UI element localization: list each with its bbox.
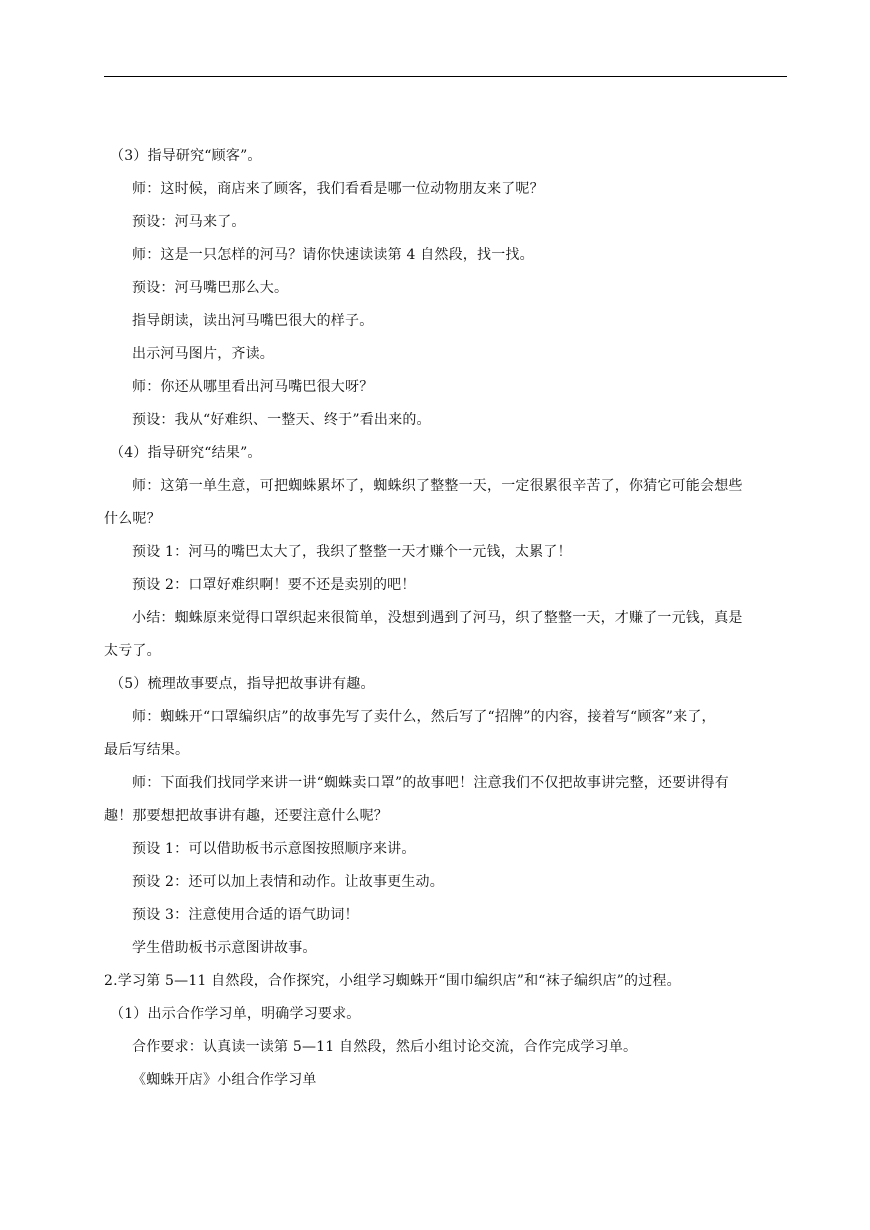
header-rule xyxy=(104,76,787,77)
paragraph: 师：下面我们找同学来讲一讲“蜘蛛卖口罩”的故事吧！注意我们不仅把故事讲完整，还要讲得有 xyxy=(132,775,729,791)
paragraph-continuation: 最后写结果。 xyxy=(104,742,190,758)
document-body xyxy=(104,140,794,1097)
paragraph: 预设 2：口罩好难织啊！要不还是卖别的吧！ xyxy=(132,577,416,593)
paragraph: 预设 1：河马的嘴巴太大了，我织了整整一天才赚个一元钱，太累了！ xyxy=(132,544,572,560)
paragraph: 预设：河马嘴巴那么大。 xyxy=(132,280,289,296)
paragraph: 小结：蜘蛛原来觉得口罩织起来很简单，没想到遇到了河马，织了整整一天，才赚了一元钱，真是 xyxy=(132,610,743,626)
paragraph: 指导朗读，读出河马嘴巴很大的样子。 xyxy=(132,313,374,329)
section-heading-4: （4）指导研究“结果”。 xyxy=(110,445,262,461)
paragraph: 预设：河马来了。 xyxy=(132,214,246,230)
table-caption: 《蜘蛛开店》小组合作学习单 xyxy=(132,1072,317,1088)
paragraph: 师：这时候，商店来了顾客，我们看看是哪一位动物朋友来了呢？ xyxy=(132,181,544,197)
subsection-heading-1: （1）出示合作学习单，明确学习要求。 xyxy=(110,1006,361,1022)
paragraph: 预设：我从“好难织、一整天、终于”看出来的。 xyxy=(132,412,431,428)
paragraph: 合作要求：认真读一读第 5—11 自然段，然后小组讨论交流，合作完成学习单。 xyxy=(132,1039,638,1055)
paragraph: 预设 3：注意使用合适的语气助词！ xyxy=(132,907,359,923)
paragraph-continuation: 太亏了。 xyxy=(104,643,161,659)
paragraph: 出示河马图片，齐读。 xyxy=(132,346,274,362)
section-heading-5: （5）梳理故事要点，指导把故事讲有趣。 xyxy=(110,676,375,692)
paragraph: 师：这是一只怎样的河马？请你快速读读第 4 自然段，找一找。 xyxy=(132,247,534,263)
paragraph: 预设 1：可以借助板书示意图按照顺序来讲。 xyxy=(132,841,416,857)
paragraph-continuation: 趣！那要想把故事讲有趣，还要注意什么呢？ xyxy=(104,808,388,824)
section-heading-3: （3）指导研究“顾客”。 xyxy=(110,148,262,164)
paragraph: 学生借助板书示意图讲故事。 xyxy=(132,940,317,956)
section-heading-2: 2.学习第 5—11 自然段，合作探究，小组学习蜘蛛开“围巾编织店”和“袜子编织店”的过程。 xyxy=(104,973,681,989)
paragraph: 预设 2：还可以加上表情和动作。让故事更生动。 xyxy=(132,874,444,890)
paragraph: 师：蜘蛛开“口罩编织店”的故事先写了卖什么，然后写了“招牌”的内容，接着写“顾客”来了， xyxy=(132,709,716,725)
paragraph: 师：你还从哪里看出河马嘴巴很大呀？ xyxy=(132,379,374,395)
paragraph: 师：这第一单生意，可把蜘蛛累坏了，蜘蛛织了整整一天，一定很累很辛苦了，你猜它可能会想些 xyxy=(132,478,743,494)
paragraph-continuation: 什么呢？ xyxy=(104,511,161,527)
